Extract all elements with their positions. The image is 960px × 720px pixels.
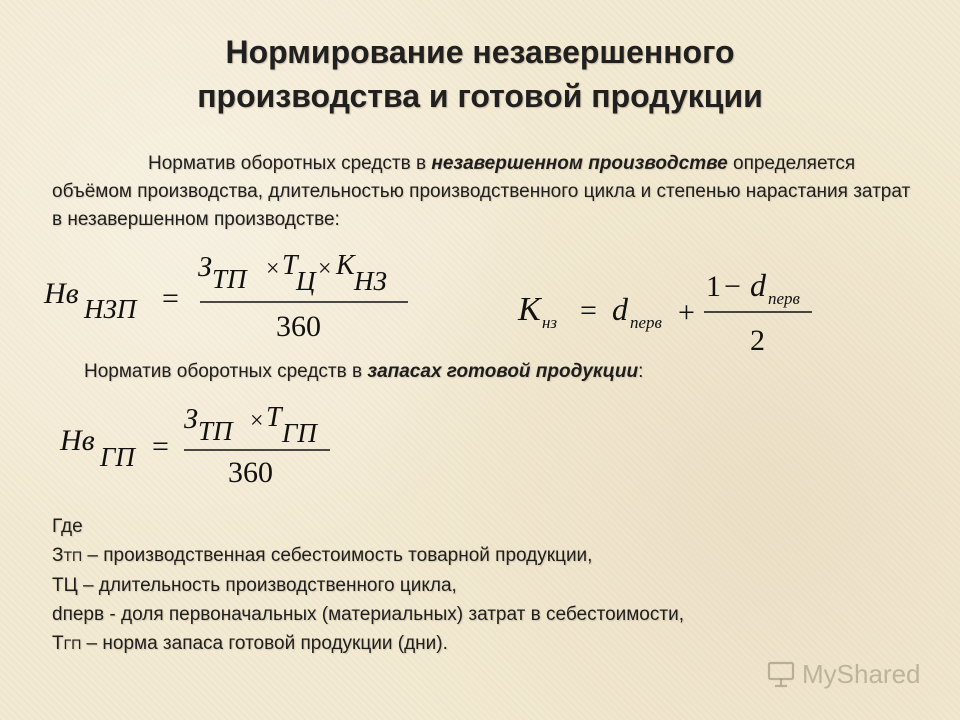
wip-description [52,150,912,234]
formula-wip-times-2: × [318,256,332,282]
glossary-symbol-sub: ГП [63,636,82,652]
formula-wip-z: З [198,252,212,283]
formula-wip-lhs-sub: НЗП [84,294,137,324]
formula-fg-denominator: 360 [228,456,273,489]
formula-wip-lhs: Нв [44,277,79,310]
formula-k-frac-d: d [750,267,766,303]
wip-text-b: определяется объёмом производства, длительностью производственного цикла и степенью нарастания затрат в незавершенном производстве: [52,153,911,230]
formula-k-lhs: К [518,291,541,328]
formula-k-d: d [612,291,628,327]
title-line-1: Нормирование незавершенного [225,34,735,70]
glossary-heading: Где [52,516,83,537]
formula-fg-lhs: Нв [60,424,95,457]
watermark-brand: MyShared [802,658,921,689]
formula-wip-denominator: 360 [276,310,321,343]
formula-wip-norm [40,248,420,343]
glossary-item [52,541,912,571]
wip-emphasis: незавершенном производстве [431,153,728,174]
formula-fg-times: × [250,408,264,434]
slide-title [0,30,960,118]
formula-wip-t: Т [282,250,298,281]
glossary-symbol-sub: ТП [63,548,83,564]
formula-fg-z-sub: ТП [198,416,233,446]
formula-wip-times-1: × [266,256,280,282]
formula-wip-k-sub: НЗ [354,266,387,296]
formula-k-d-sub: перв [630,313,662,332]
formula-wip-z-sub: ТП [212,264,247,294]
glossary-symbol: З [52,545,64,566]
fg-text-a: Норматив оборотных средств в [84,361,368,382]
glossary [52,512,912,659]
formula-k-frac-den: 2 [750,324,765,357]
glossary-definition: – норма запаса готовой продукции (дни). [81,633,448,654]
glossary-symbol: d [52,604,63,625]
glossary-symbol-sub: перв [62,604,105,625]
glossary-definition: – производственная себестоимость товарной продукции, [82,545,593,566]
formula-k-plus: + [678,296,695,329]
presentation-board-icon [766,659,796,689]
fg-emphasis: запасах готовой продукции [367,361,639,382]
glossary-item [52,600,912,629]
formula-k-lhs-sub: нз [542,313,558,332]
formula-k-equals: = [580,294,597,327]
formula-fg-z: З [184,404,198,435]
formula-wip-t-sub: Ц [296,266,316,296]
formula-fg-norm [56,404,346,494]
title-line-2: производства и готовой продукции [197,78,763,114]
formula-fg-lhs-sub: ГП [100,442,135,472]
glossary-item [52,571,912,600]
formula-k-frac-one: 1 [706,270,721,303]
glossary-symbol: Т [52,633,64,654]
glossary-definition: – длительность производственного цикла, [77,575,457,596]
formula-wip-equals: = [162,282,179,315]
formula-k-frac-d-sub: перв [768,289,800,308]
glossary-definition: - доля первоначальных (материальных) затрат в себестоимости, [104,604,684,625]
myshared-watermark [766,656,921,692]
glossary-symbol: Т [52,575,64,596]
formula-fg-t-sub: ГП [282,418,317,448]
formula-wip-k: К [336,250,355,281]
glossary-item [52,629,912,659]
wip-text-a: Норматив оборотных средств в [148,153,432,174]
formula-k-coefficient [514,262,824,357]
fg-text-b: : [638,361,644,382]
fg-description [84,358,904,386]
glossary-symbol-sub: Ц [63,575,78,596]
formula-fg-equals: = [152,430,169,463]
formula-k-frac-minus: − [724,270,741,303]
formula-fg-t: Т [266,402,282,433]
